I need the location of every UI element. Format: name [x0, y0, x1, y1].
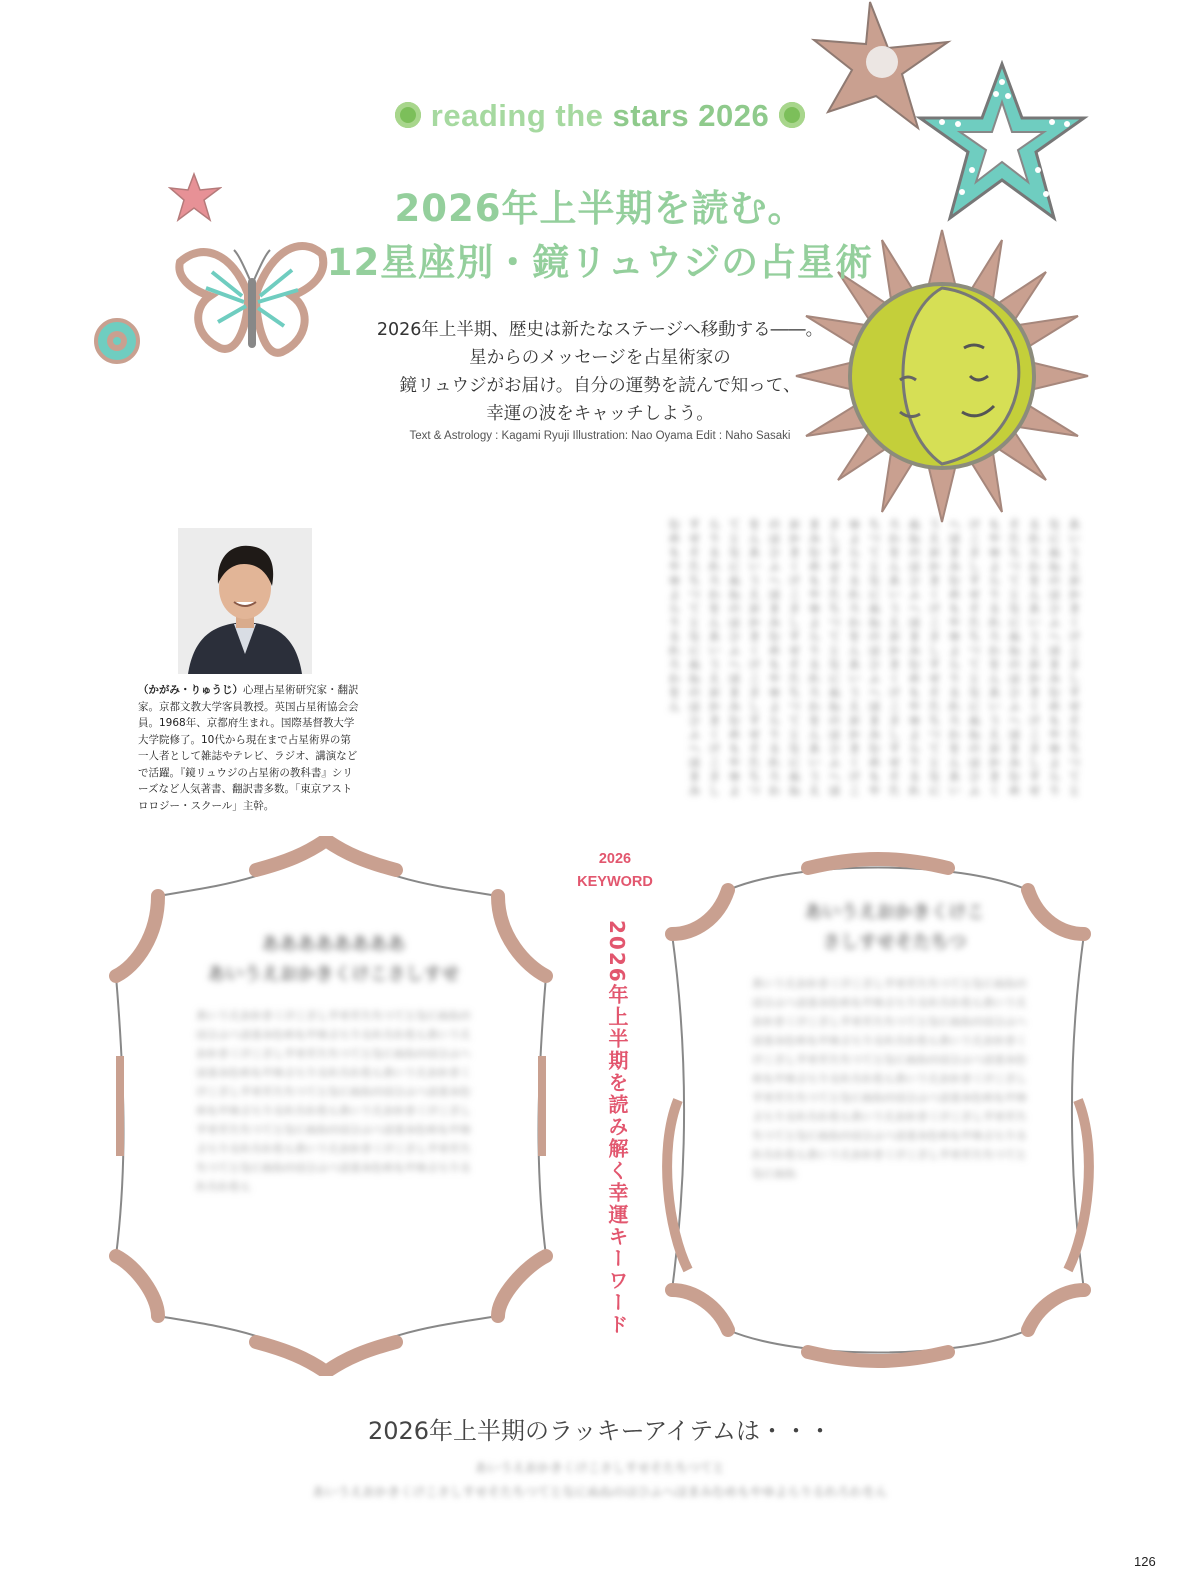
lucky-item-heading: 2026年上半期のラッキーアイテムは・・・ [367, 1417, 833, 1445]
author-photo [178, 528, 312, 674]
author-bio [138, 682, 360, 814]
blurred-lucky-item-text: あいうえおかきくけこさしすせそたちつてと あいうえおかきくけこさしすせそたちつてとなにぬねのはひふへほまみむめもやゆよらりるれろわをん [312, 1460, 888, 1499]
lead-line2: 星からのメッセージを占星術家の [469, 348, 731, 368]
keyword-vertical-title: 2026年上半期を読み解く幸運キーワード [605, 920, 629, 1336]
green-dot-icon [779, 102, 805, 128]
author-name-reading: （かがみ・りゅうじ） [138, 684, 243, 696]
ring-ornament-illustration [94, 318, 140, 364]
lead-line3: 鏡リュウジがお届け。自分の運勢を読んで知って、 [399, 376, 801, 396]
keyword-year: 2026 [598, 851, 632, 867]
page-title-line2: 12星座別・鏡リュウジの占星術 [326, 241, 874, 284]
section-kicker [0, 98, 1200, 134]
page-number: 126 [1134, 1554, 1156, 1569]
blurred-frame-left-text: ああああああああ あいうえおかきくけこさしすせ あいうえおかきくけこさしすせそたちつてとなにぬねのはひふへほまみむめもやゆよらりるれろわをんあいうえおかきくけこさしすせそたちつてとなにぬねのはひふへほまみむめもやゆよらりるれろわをんあいうえおかきくけこさしすせそたちつてとなにぬねのはひふへほまみむめもやゆよらりるれろわをんあいうえおかきくけこさしすせそたちつてとなにぬねのはひふへほまみむめもやゆよらりるれろわをんあいうえおかきくけこさしすせそたちつてとなにぬねのはひふへほまみむめもやゆよらりるれろわをん [196, 934, 471, 1193]
green-dot-icon [395, 102, 421, 128]
blurred-body-text: あいうえおかきくけこさしすせそたちつてとなにぬねのはひふへほまみむめもやゆよらりるれろわをんあいうえおかきくけこさしすせそたちつてとなにぬねのはひふへほまみむめもやゆよらりるれろわをんあいうえおかきくけこさしすせそたちつてとなにぬねのはひふへほまみむめもやゆよらりるれろわをんあいうえおかきくけこさしすせそたちつてとなにぬねのはひふへほまみむめもやゆよらりるれろわをんあいうえおかきくけこさしすせそたちつてとなにぬねのはひふへほまみむめもやゆよらりるれろわをんあいうえおかきくけこさしすせそたちつてとなにぬねのはひふへほまみむめもやゆよらりるれろわをんあいうえおかきくけこさしすせそたちつてとなにぬねのはひふへほまみむめもやゆよらりるれろわをんあいうえおかきくけこさしすせそたちつてとなにぬねのはひふへほまみむめもやゆよらりるれろわをんあいうえおかきくけこさしすせそたちつてとなにぬねのはひふへほまみむめもやゆよらりるれろわをん [667, 518, 1081, 798]
keyword-label: KEYWORD [577, 874, 653, 890]
author-bio-text: 心理占星術研究家・翻訳家。京都文教大学客員教授。英国占星術協会会員。1968年、京都府生まれ。国際基督教大学大学院修了。10代から現在まで占星術界の第一人者として雑誌やテレビ、ラジオ、講演などで活躍。『鏡リュウジの占星術の教科書』シリーズなど人気著書、翻訳書多数。「東京アストロロジー・スクール」主幹。 [138, 684, 359, 812]
lead-line4: 幸運の波をキャッチしよう。 [486, 404, 714, 424]
lead-paragraph [300, 316, 900, 428]
blurred-frame-right-text: あいうえおかきくけこ さしすせそたちつ あいうえおかきくけこさしすせそたちつてとなにぬねのはひふへほまみむめもやゆよらりるれろわをんあいうえおかきくけこさしすせそたちつてとなにぬねのはひふへほまみむめもやゆよらりるれろわをんあいうえおかきくけこさしすせそたちつてとなにぬねのはひふへほまみむめもやゆよらりるれろわをんあいうえおかきくけこさしすせそたちつてとなにぬねのはひふへほまみむめもやゆよらりるれろわをんあいうえおかきくけこさしすせそたちつてとなにぬねのはひふへほまみむめもやゆよらりるれろわをんあいうえおかきくけこさしすせそたちつてとなにぬね [752, 902, 1027, 1180]
page-title-line1: 2026年上半期を読む。 [394, 187, 806, 230]
credits-line: Text & Astrology : Kagami Ryuji Illustration: Nao Oyama Edit : Naho Sasaki [409, 430, 791, 442]
kicker-bold-text: stars 2026 [612, 98, 770, 133]
kicker-light-text: reading the [430, 98, 604, 133]
lead-line1: 2026年上半期、歴史は新たなステージへ移動する――。 [376, 320, 824, 340]
